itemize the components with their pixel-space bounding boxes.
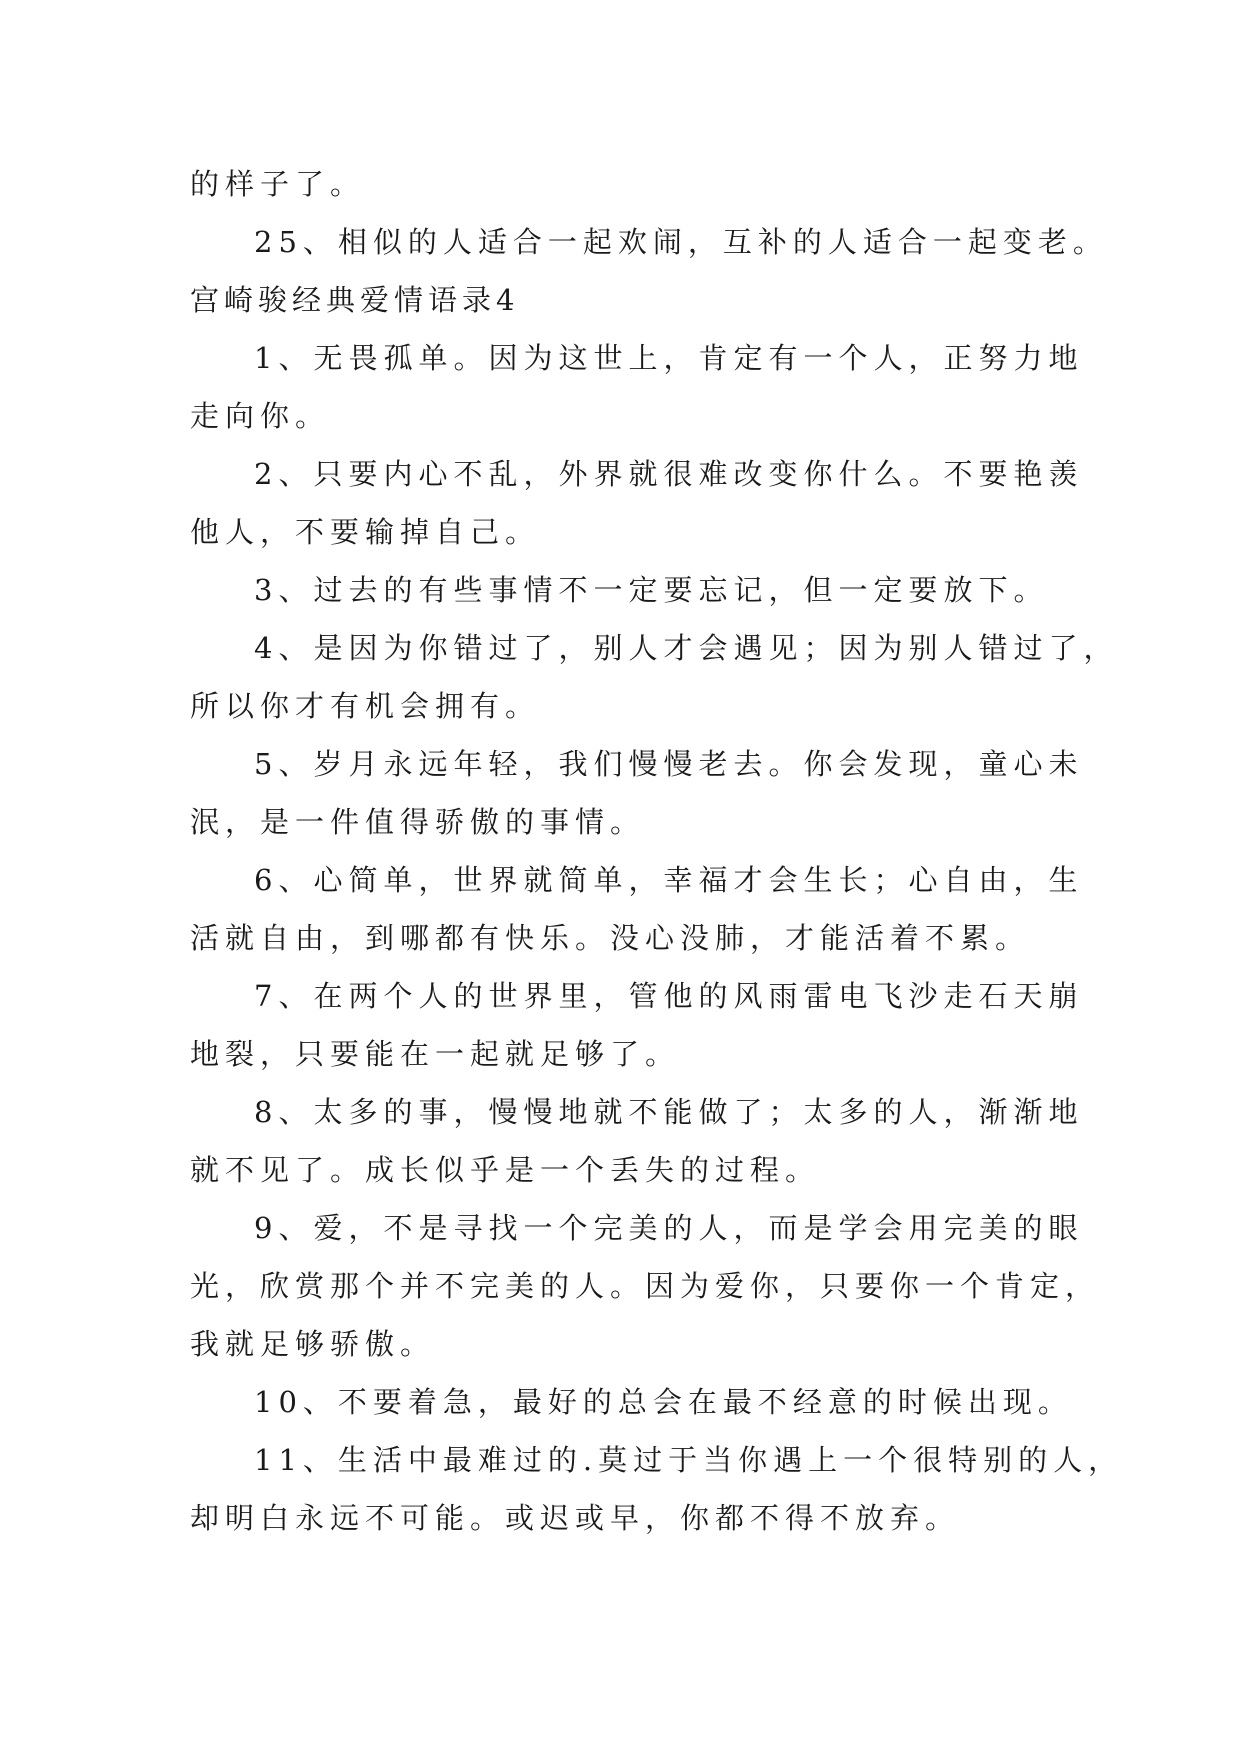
quote-5-cont: 泯，是一件值得骄傲的事情。 xyxy=(190,805,646,839)
quote-9-cont-2: 我就足够骄傲。 xyxy=(190,1327,436,1361)
quote-7: 7、在两个人的世界里，管他的风雨雷电飞沙走石天崩 xyxy=(254,979,1084,1013)
quote-10: 10、不要着急，最好的总会在最不经意的时候出现。 xyxy=(254,1385,1073,1419)
text-line: 的样子了。 xyxy=(190,167,366,201)
quote-9-cont: 光，欣赏那个并不完美的人。因为爱你，只要你一个肯定， xyxy=(190,1269,1101,1303)
quote-6-cont: 活就自由，到哪都有快乐。没心没肺，才能活着不累。 xyxy=(190,921,1031,955)
quote-25: 25、相似的人适合一起欢闹，互补的人适合一起变老。 xyxy=(254,225,1108,259)
quote-5: 5、岁月永远年轻，我们慢慢老去。你会发现，童心未 xyxy=(254,747,1084,781)
quote-2: 2、只要内心不乱，外界就很难改变你什么。不要艳羡 xyxy=(254,457,1084,491)
quote-1-cont: 走向你。 xyxy=(190,399,331,433)
quote-11: 11、生活中最难过的.莫过于当你遇上一个很特别的人， xyxy=(254,1443,1124,1477)
quote-6: 6、心简单，世界就简单，幸福才会生长；心自由，生 xyxy=(254,863,1084,897)
quote-8: 8、太多的事，慢慢地就不能做了；太多的人，渐渐地 xyxy=(254,1095,1084,1129)
section-heading: 宫崎骏经典爱情语录4 xyxy=(190,283,520,317)
quote-4-cont: 所以你才有机会拥有。 xyxy=(190,689,541,723)
quote-9: 9、爱，不是寻找一个完美的人，而是学会用完美的眼 xyxy=(254,1211,1084,1245)
quote-3: 3、过去的有些事情不一定要忘记，但一定要放下。 xyxy=(254,573,1049,607)
document-page xyxy=(190,155,1124,1547)
quote-2-cont: 他人，不要输掉自己。 xyxy=(190,515,541,549)
quote-7-cont: 地裂，只要能在一起就足够了。 xyxy=(190,1037,681,1071)
quote-8-cont: 就不见了。成长似乎是一个丢失的过程。 xyxy=(190,1153,821,1187)
quote-1: 1、无畏孤单。因为这世上，肯定有一个人，正努力地 xyxy=(254,341,1084,375)
quote-4: 4、是因为你错过了，别人才会遇见；因为别人错过了， xyxy=(254,631,1119,665)
quote-11-cont: 却明白永远不可能。或迟或早，你都不得不放弃。 xyxy=(190,1501,961,1535)
